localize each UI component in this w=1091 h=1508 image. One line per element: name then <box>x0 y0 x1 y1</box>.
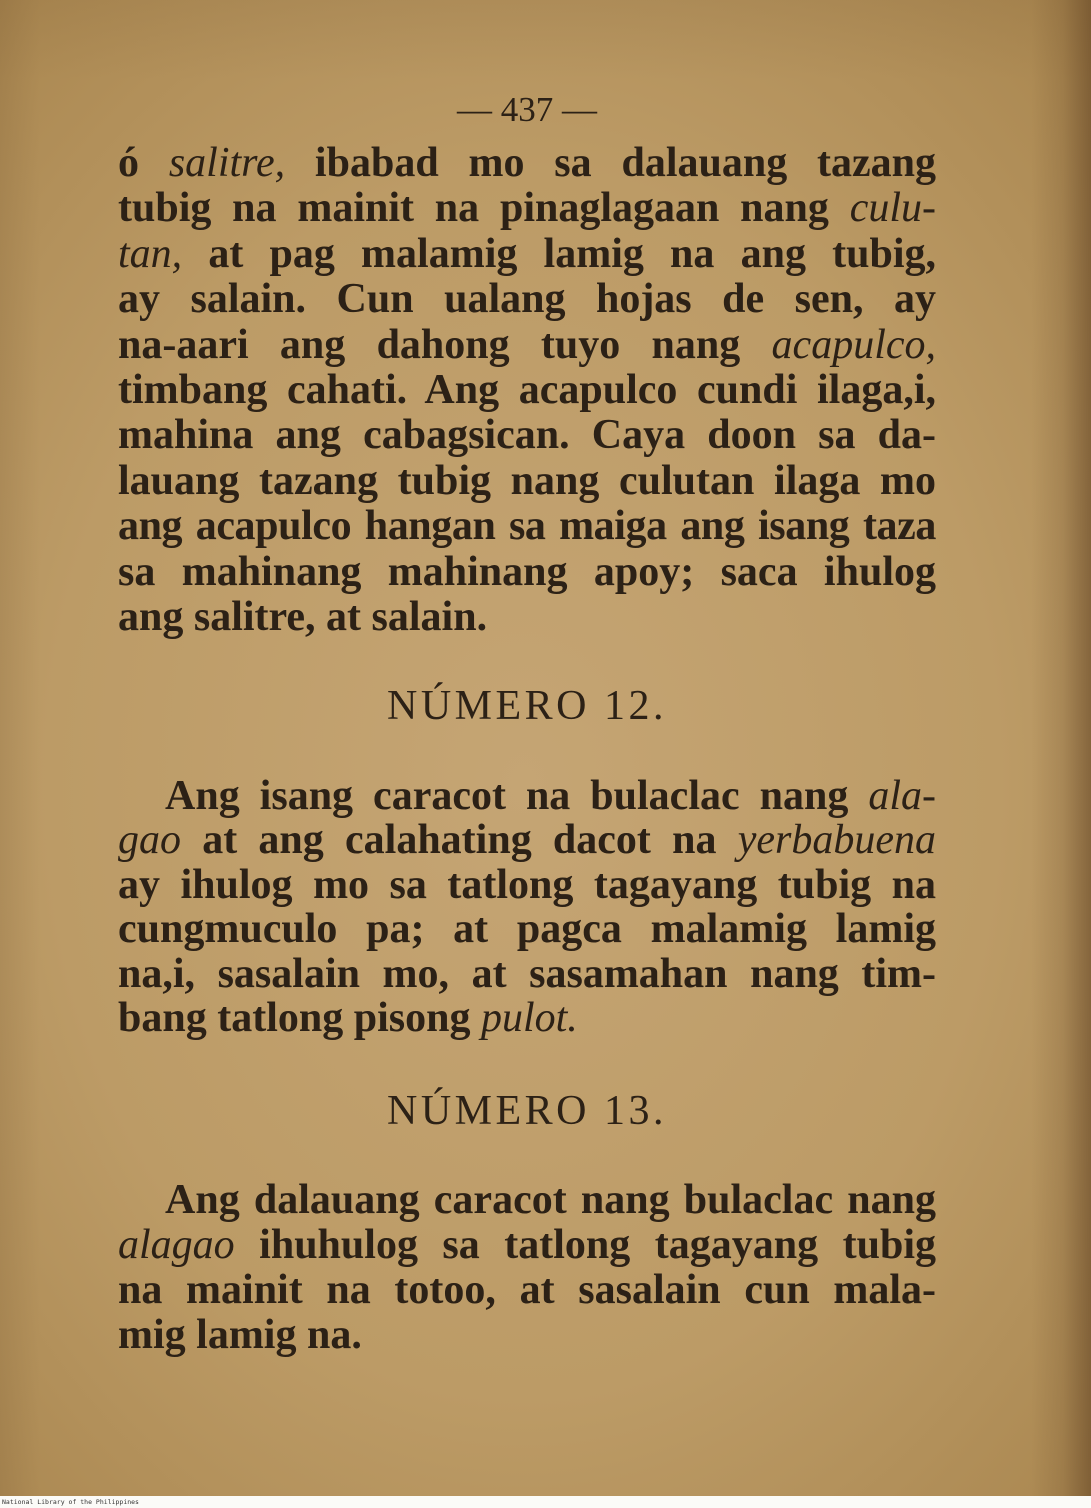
text-run: ay salain. Cun ualang hojas de sen, ay <box>118 276 936 323</box>
text-run: Ang dalauang caracot nang bulaclac nang <box>165 1177 936 1223</box>
text-run: mig lamig na. <box>118 1312 362 1358</box>
text-run: ibabad mo sa dalauang tazang <box>285 140 937 186</box>
text-line <box>118 907 936 951</box>
text-run: mahina ang cabagsican. Caya doon sa da- <box>118 412 936 459</box>
footer-strip <box>0 1496 1091 1508</box>
text-run: bang tatlong pisong <box>118 995 481 1042</box>
text-line <box>118 141 936 186</box>
italic-term: alagao <box>118 1222 235 1268</box>
text-run: na,i, sasalain mo, at sasamahan nang tim- <box>118 950 936 997</box>
italic-term: acapulco, <box>771 321 936 368</box>
text-run: ang salitre, at salain. <box>118 594 488 641</box>
text-line <box>118 413 936 458</box>
text-run: lauang tazang tubig nang culutan ilaga mo <box>118 457 936 504</box>
text-line <box>118 595 936 640</box>
italic-term: culu- <box>849 185 936 232</box>
text-run: ihuhulog sa tatlong tagayang tubig <box>234 1222 936 1268</box>
section-heading: NÚMERO 12. <box>386 683 667 729</box>
text-line <box>118 996 936 1040</box>
library-credit: National Library of the Philippines <box>2 1498 139 1506</box>
paragraph <box>118 1178 936 1358</box>
text-line <box>118 774 936 818</box>
italic-term: ala- <box>868 773 936 819</box>
text-run: na mainit na totoo, at sasalain cun mala- <box>118 1267 936 1313</box>
text-line <box>118 1223 936 1268</box>
italic-term: pulot. <box>480 995 578 1042</box>
text-run: ang acapulco hangan sa maiga ang isang taza <box>118 503 936 550</box>
text-line <box>118 550 936 595</box>
text-line <box>118 818 936 862</box>
italic-term: gao <box>118 817 181 864</box>
text-run: at ang calahating dacot na <box>181 817 738 864</box>
text-line <box>118 863 936 907</box>
text-line <box>118 323 936 368</box>
text-line <box>118 459 936 504</box>
paragraph <box>118 141 936 640</box>
text-line <box>118 952 936 996</box>
text-line <box>118 368 936 413</box>
text-line <box>118 1313 936 1358</box>
text-line <box>118 504 936 549</box>
text-run: cungmuculo pa; at pagca malamig lamig <box>118 906 936 953</box>
text-line <box>118 1178 936 1223</box>
text-run: Ang isang caracot na bulaclac nang <box>165 773 869 819</box>
text-line <box>118 186 936 231</box>
text-run: tubig na mainit na pinaglagaan nang <box>118 185 850 232</box>
text-run: sa mahinang mahinang apoy; saca ihulog <box>118 548 936 595</box>
italic-term: tan, <box>118 230 183 277</box>
text-line <box>118 232 936 277</box>
text-run: na-aari ang dahong tuyo nang <box>118 321 772 368</box>
paragraph <box>118 774 936 1040</box>
text-run: ó <box>118 140 169 186</box>
text-run: ay ihulog mo sa tatlong tagayang tubig na <box>118 861 936 908</box>
italic-term: yerbabuena <box>737 817 936 864</box>
text-line <box>118 1268 936 1313</box>
page-number: — 437 — <box>457 90 597 129</box>
italic-term: salitre, <box>168 140 286 186</box>
text-run: at pag malamig lamig na ang tubig, <box>182 230 936 277</box>
text-line <box>118 277 936 322</box>
text-run: timbang cahati. Ang acapulco cundi ilaga,i, <box>118 367 936 414</box>
section-heading: NÚMERO 13. <box>386 1088 667 1134</box>
